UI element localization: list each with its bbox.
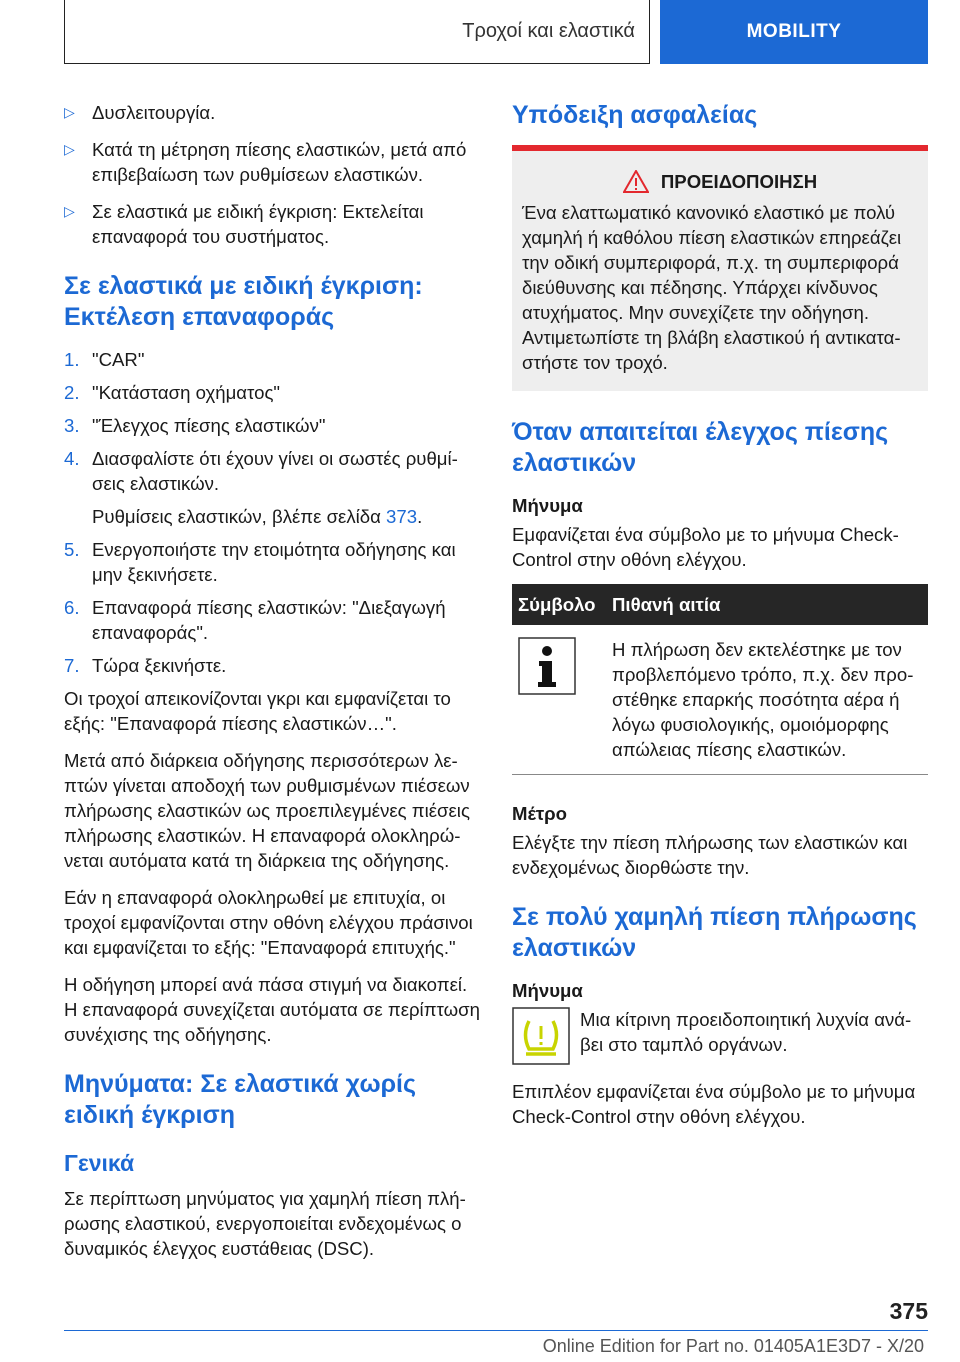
warning-text: Ένα ελαττωματικό κανονικό ελαστικό με πολύ χαμηλή ή καθόλου πίεση ελαστικών επηρεάζει την οδική συμπεριφορά, π.χ. τη συμπεριφορά διεύθυνσης και πέδησης. Υπάρχει κίνδυνος ατυχήματος. Μην συνεχίζετε την οδήγηση. Αντιμετωπίστε τη βλάβη ελαστικού ή αντικαταστήστε τον τροχό. [522,202,902,373]
step-item: 7. Τώρα ξεκινήστε. [64,655,227,676]
page-number: 375 [889,1298,928,1324]
warning-box [512,145,928,391]
step-item: 1. "CAR" [64,349,145,370]
message-label: Μήνυμα [512,980,583,1001]
step-item: 2. "Κατάσταση οχήματος" [64,382,281,403]
paragraph: Εάν η επαναφορά ολοκληρωθεί με επιτυχία, οι τροχοί εμφανίζονται στην οθόνη ελέγχου πράσινοι και εμφανίζεται το εξής: "Επαναφορά επιτυχής." [64,887,473,958]
paragraph: Ελέγξτε την πίεση πλήρωσης των ελαστικών και ενδεχομένως διορθώστε την. [512,832,908,878]
table-header-cause: Πιθανή αιτία [606,584,928,625]
paragraph: Η οδήγηση μπορεί ανά πάσα στιγμή να διακοπεί. Η επαναφορά συνεχίζεται αυτόματα σε περίπτωση συνέχισης της οδήγησης. [64,974,480,1045]
table-header-symbol: Σύμβολο [512,584,606,625]
cause-text: Η πλήρωση δεν εκτελέστηκε με τον προβλεπόμενο τρόπο, π.χ. δεν προστέθηκε επαρκής ποσότητα αέρα ή λόγω φυσιολογικής, ομοιόμορφης απώλειας πίεσης ελαστικών. [606,625,928,775]
lamp-text: Μια κίτρινη προειδοποιητική λυχνία ανάβει στο ταμπλό οργάνων. [580,1009,912,1055]
paragraph: Οι τροχοί απεικονίζονται γκρι και εμφανίζεται το εξής: "Επαναφορά πίεσης ελαστικών…". [64,688,451,734]
left-column [64,100,480,1273]
paragraph: Επιπλέον εμφανίζεται ένα σύμβολο με το μήνυμα Check-Control στην οθόνη ελέγχου. [512,1081,916,1127]
step-item: 3. "Έλεγχος πίεσης ελαστικών" [64,415,326,436]
info-icon [518,637,576,695]
step-item: 4. Διασφαλίστε ότι έχουν γίνει οι σωστές ρυθμίσεις ελαστικών. [64,448,458,494]
right-column [512,100,928,1141]
triangle-bullet-icon: ▷ [64,141,75,157]
section-title: Τροχοί και ελαστικά [64,0,650,64]
paragraph: Σε περίπτωση μηνύματος για χαμηλή πίεση πλήρωσης ελαστικού, ενεργοποιείται ενδεχομένως ο δυναμικός έλεγχος ευστάθειας (DSC). [64,1188,466,1259]
step-item: 6. Επαναφορά πίεσης ελαστικών: "Διεξαγωγή επαναφοράς". [64,597,446,643]
footer-rule [64,1330,928,1331]
footer-edition: Online Edition for Part no. 01405A1E3D7 - X/20 [542,1336,924,1356]
heading-reset: Σε ελαστικά με ειδική έγκριση: Εκτέλεση επαναφοράς [64,272,423,331]
warning-title: ΠΡΟΕΙΔΟΠΟΙΗΣΗ [522,169,918,194]
page-link[interactable]: 373 [386,506,418,527]
measure-label: Μέτρο [512,803,568,824]
page-header [64,0,928,64]
table-row [512,625,928,775]
triangle-bullet-icon: ▷ [64,203,75,219]
list-item: ▷ Δυσλειτουργία. [64,102,216,123]
step-item: 5. Ενεργοποιήστε την ετοιμότητα οδήγησης και μην ξεκινήσετε. [64,539,456,585]
symbol-table [512,584,928,775]
heading-messages: Μηνύματα: Σε ελαστικά χωρίς ειδική έγκριση [64,1070,416,1129]
lamp-row [512,1007,928,1065]
list-item: ▷ Σε ελαστικά με ειδική έγκριση: Εκτελείται επαναφορά του συστήματος. [64,201,424,247]
tire-pressure-warning-icon [512,1007,570,1065]
heading-check: Όταν απαιτείται έλεγχος πίεσης ελαστικών [512,418,889,477]
heading-general: Γενικά [64,1150,135,1176]
warning-triangle-icon [623,170,649,193]
heading-low-pressure: Σε πολύ χαμηλή πίεση πλήρωσης ελαστικών [512,903,917,962]
heading-safety: Υπόδειξη ασφαλείας [512,101,758,129]
triangle-bullet-icon: ▷ [64,104,75,120]
cross-reference: Ρυθμίσεις ελαστικών, βλέπε σελίδα 373. [92,506,423,527]
paragraph: Εμφανίζεται ένα σύμβολο με το μήνυμα Check-Control στην οθόνη ελέγχου. [512,524,899,570]
chapter-tab[interactable]: MOBILITY [660,0,928,64]
message-label: Μήνυμα [512,495,583,516]
steps-list [64,347,480,678]
list-item: ▷ Κατά τη μέτρηση πίεσης ελαστικών, μετά από επιβεβαίωση των ρυθμίσεων ελαστικών. [64,139,467,185]
paragraph: Μετά από διάρκεια οδήγησης περισσότερων λεπτών γίνεται αποδοχή των ρυθμισμένων πιέσεων πλήρωσης ελαστικών ως προεπιλεγμένες πιέσεις πλήρωσης ελαστικών. Η επαναφορά ολοκληρώνεται αυτόματα κατά τη διάρκεια της οδήγησης. [64,750,470,871]
